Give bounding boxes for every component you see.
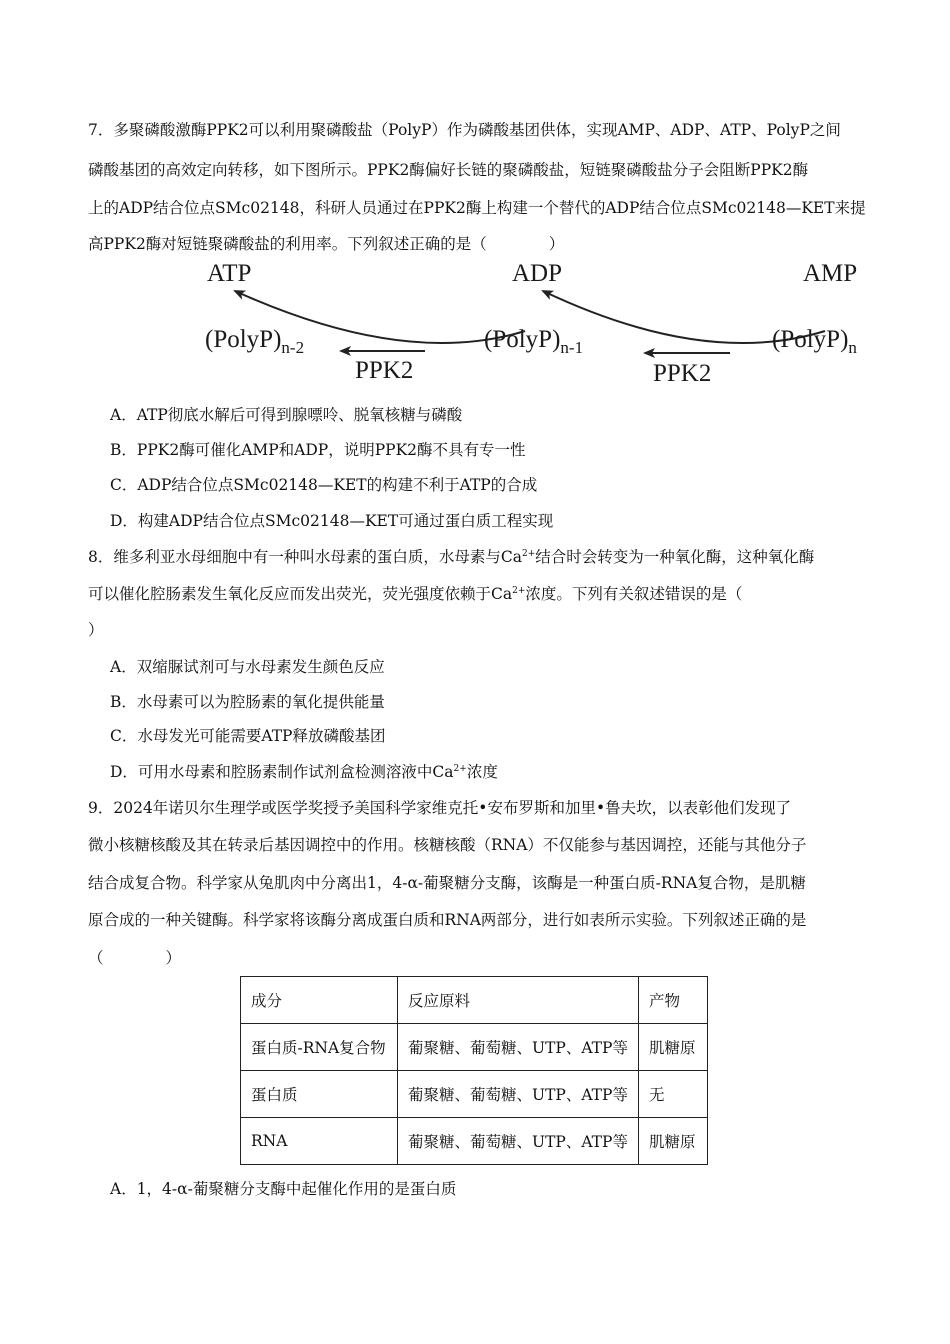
q7-option-d: D．构建ADP结合位点SMc02148—KET可通过蛋白质工程实现 bbox=[110, 512, 554, 530]
amp-label: AMP bbox=[803, 260, 858, 287]
polyp-n-minus-1-label: $(PolyP)_{n-1}$ bbox=[484, 326, 584, 357]
q7-stem-line-3: 上的ADP结合位点SMc02148，科研人员通过在PPK2酶上构建一个替代的ADP结合位点SMc02148—KET来提 bbox=[88, 199, 866, 217]
q9-option-a: A．1，4-α-葡聚糖分支酶中起催化作用的是蛋白质 bbox=[110, 1180, 457, 1198]
table-header-cell: 产物 bbox=[639, 977, 708, 1024]
polyp-n-minus-2-label: $(PolyP)_{n-2}$ bbox=[205, 326, 305, 357]
q7-stem-line-1: 7．多聚磷酸激酶PPK2可以利用聚磷酸盐（PolyP）作为磷酸基团供体，实现AMP、ADP、ATP、PolyP之间 bbox=[88, 121, 841, 139]
q7-stem-line-2: 磷酸基团的高效定向转移，如下图所示。PPK2酶偏好长链的聚磷酸盐，短链聚磷酸盐分子会阻断PPK2酶 bbox=[88, 161, 809, 179]
q9-stem-line-5: （ ） bbox=[88, 949, 182, 967]
q9-stem-line-1: 9．2024年诺贝尔生理学或医学奖授予美国科学家维克托•安布罗斯和加里•鲁夫坎，以表彰他们发现了 bbox=[88, 799, 792, 817]
polyp-n-label: $(PolyP)_n$ bbox=[772, 326, 857, 357]
table-cell: 蛋白质-RNA复合物 bbox=[241, 1024, 398, 1071]
q7-option-a: A．ATP彻底水解后可得到腺嘌呤、脱氧核糖与磷酸 bbox=[110, 406, 463, 424]
table-cell: 蛋白质 bbox=[241, 1071, 398, 1118]
q9-stem-line-3: 结合成复合物。科学家从兔肌肉中分离出1，4-α-葡聚糖分支酶，该酶是一种蛋白质-RNA复合物，是肌糖 bbox=[88, 874, 806, 892]
table-header-cell: 反应原料 bbox=[398, 977, 639, 1024]
table-cell: 葡聚糖、葡萄糖、UTP、ATP等 bbox=[398, 1118, 639, 1165]
ppk2-reaction-diagram bbox=[195, 258, 875, 393]
q8-stem-line-3: ） bbox=[88, 621, 104, 639]
table-cell: 葡聚糖、葡萄糖、UTP、ATP等 bbox=[398, 1071, 639, 1118]
q7-option-c: C．ADP结合位点SMc02148—KET的构建不利于ATP的合成 bbox=[110, 476, 538, 494]
table-cell: 肌糖原 bbox=[639, 1024, 708, 1071]
table-cell: 肌糖原 bbox=[639, 1118, 708, 1165]
table-cell: 葡聚糖、葡萄糖、UTP、ATP等 bbox=[398, 1024, 639, 1071]
q8-stem-line-1: 8．维多利亚水母细胞中有一种叫水母素的蛋白质，水母素与$Ca^{2+}$结合时会转变为一种氧化酶，这种氧化酶 bbox=[88, 548, 815, 566]
q8-option-c: C．水母发光可能需要ATP释放磷酸基团 bbox=[110, 727, 386, 745]
q7-stem-line-4: 高PPK2酶对短链聚磷酸盐的利用率。下列叙述正确的是（ ） bbox=[88, 235, 565, 253]
q9-stem-line-2: 微小核糖核酸及其在转录后基因调控中的作用。核糖核酸（RNA）不仅能参与基因调控，还能与其他分子 bbox=[88, 836, 807, 854]
ppk2-right-label: PPK2 bbox=[653, 360, 712, 387]
table-row bbox=[241, 1118, 708, 1165]
table-cell: 无 bbox=[639, 1071, 708, 1118]
adp-label: ADP bbox=[512, 260, 563, 287]
table-header-row bbox=[241, 977, 708, 1024]
table-row bbox=[241, 1071, 708, 1118]
table-row bbox=[241, 1024, 708, 1071]
experiment-table bbox=[240, 976, 708, 1165]
q8-option-a: A．双缩脲试剂可与水母素发生颜色反应 bbox=[110, 658, 385, 676]
table-cell: RNA bbox=[241, 1118, 398, 1165]
table-header-cell: 成分 bbox=[241, 977, 398, 1024]
q8-stem-line-2: 可以催化腔肠素发生氧化反应而发出荧光，荧光强度依赖于$Ca^{2+}$浓度。下列有关叙述错误的是（ bbox=[88, 585, 743, 603]
ppk2-left-label: PPK2 bbox=[355, 357, 414, 384]
q7-option-b: B．PPK2酶可催化AMP和ADP，说明PPK2酶不具有专一性 bbox=[110, 441, 526, 459]
atp-label: ATP bbox=[207, 260, 252, 287]
q8-option-b: B．水母素可以为腔肠素的氧化提供能量 bbox=[110, 693, 385, 711]
q8-option-d: D．可用水母素和腔肠素制作试剂盒检测溶液中$Ca^{2+}$浓度 bbox=[110, 763, 498, 781]
q9-stem-line-4: 原合成的一种关键酶。科学家将该酶分离成蛋白质和RNA两部分，进行如表所示实验。下列叙述正确的是 bbox=[88, 911, 807, 929]
